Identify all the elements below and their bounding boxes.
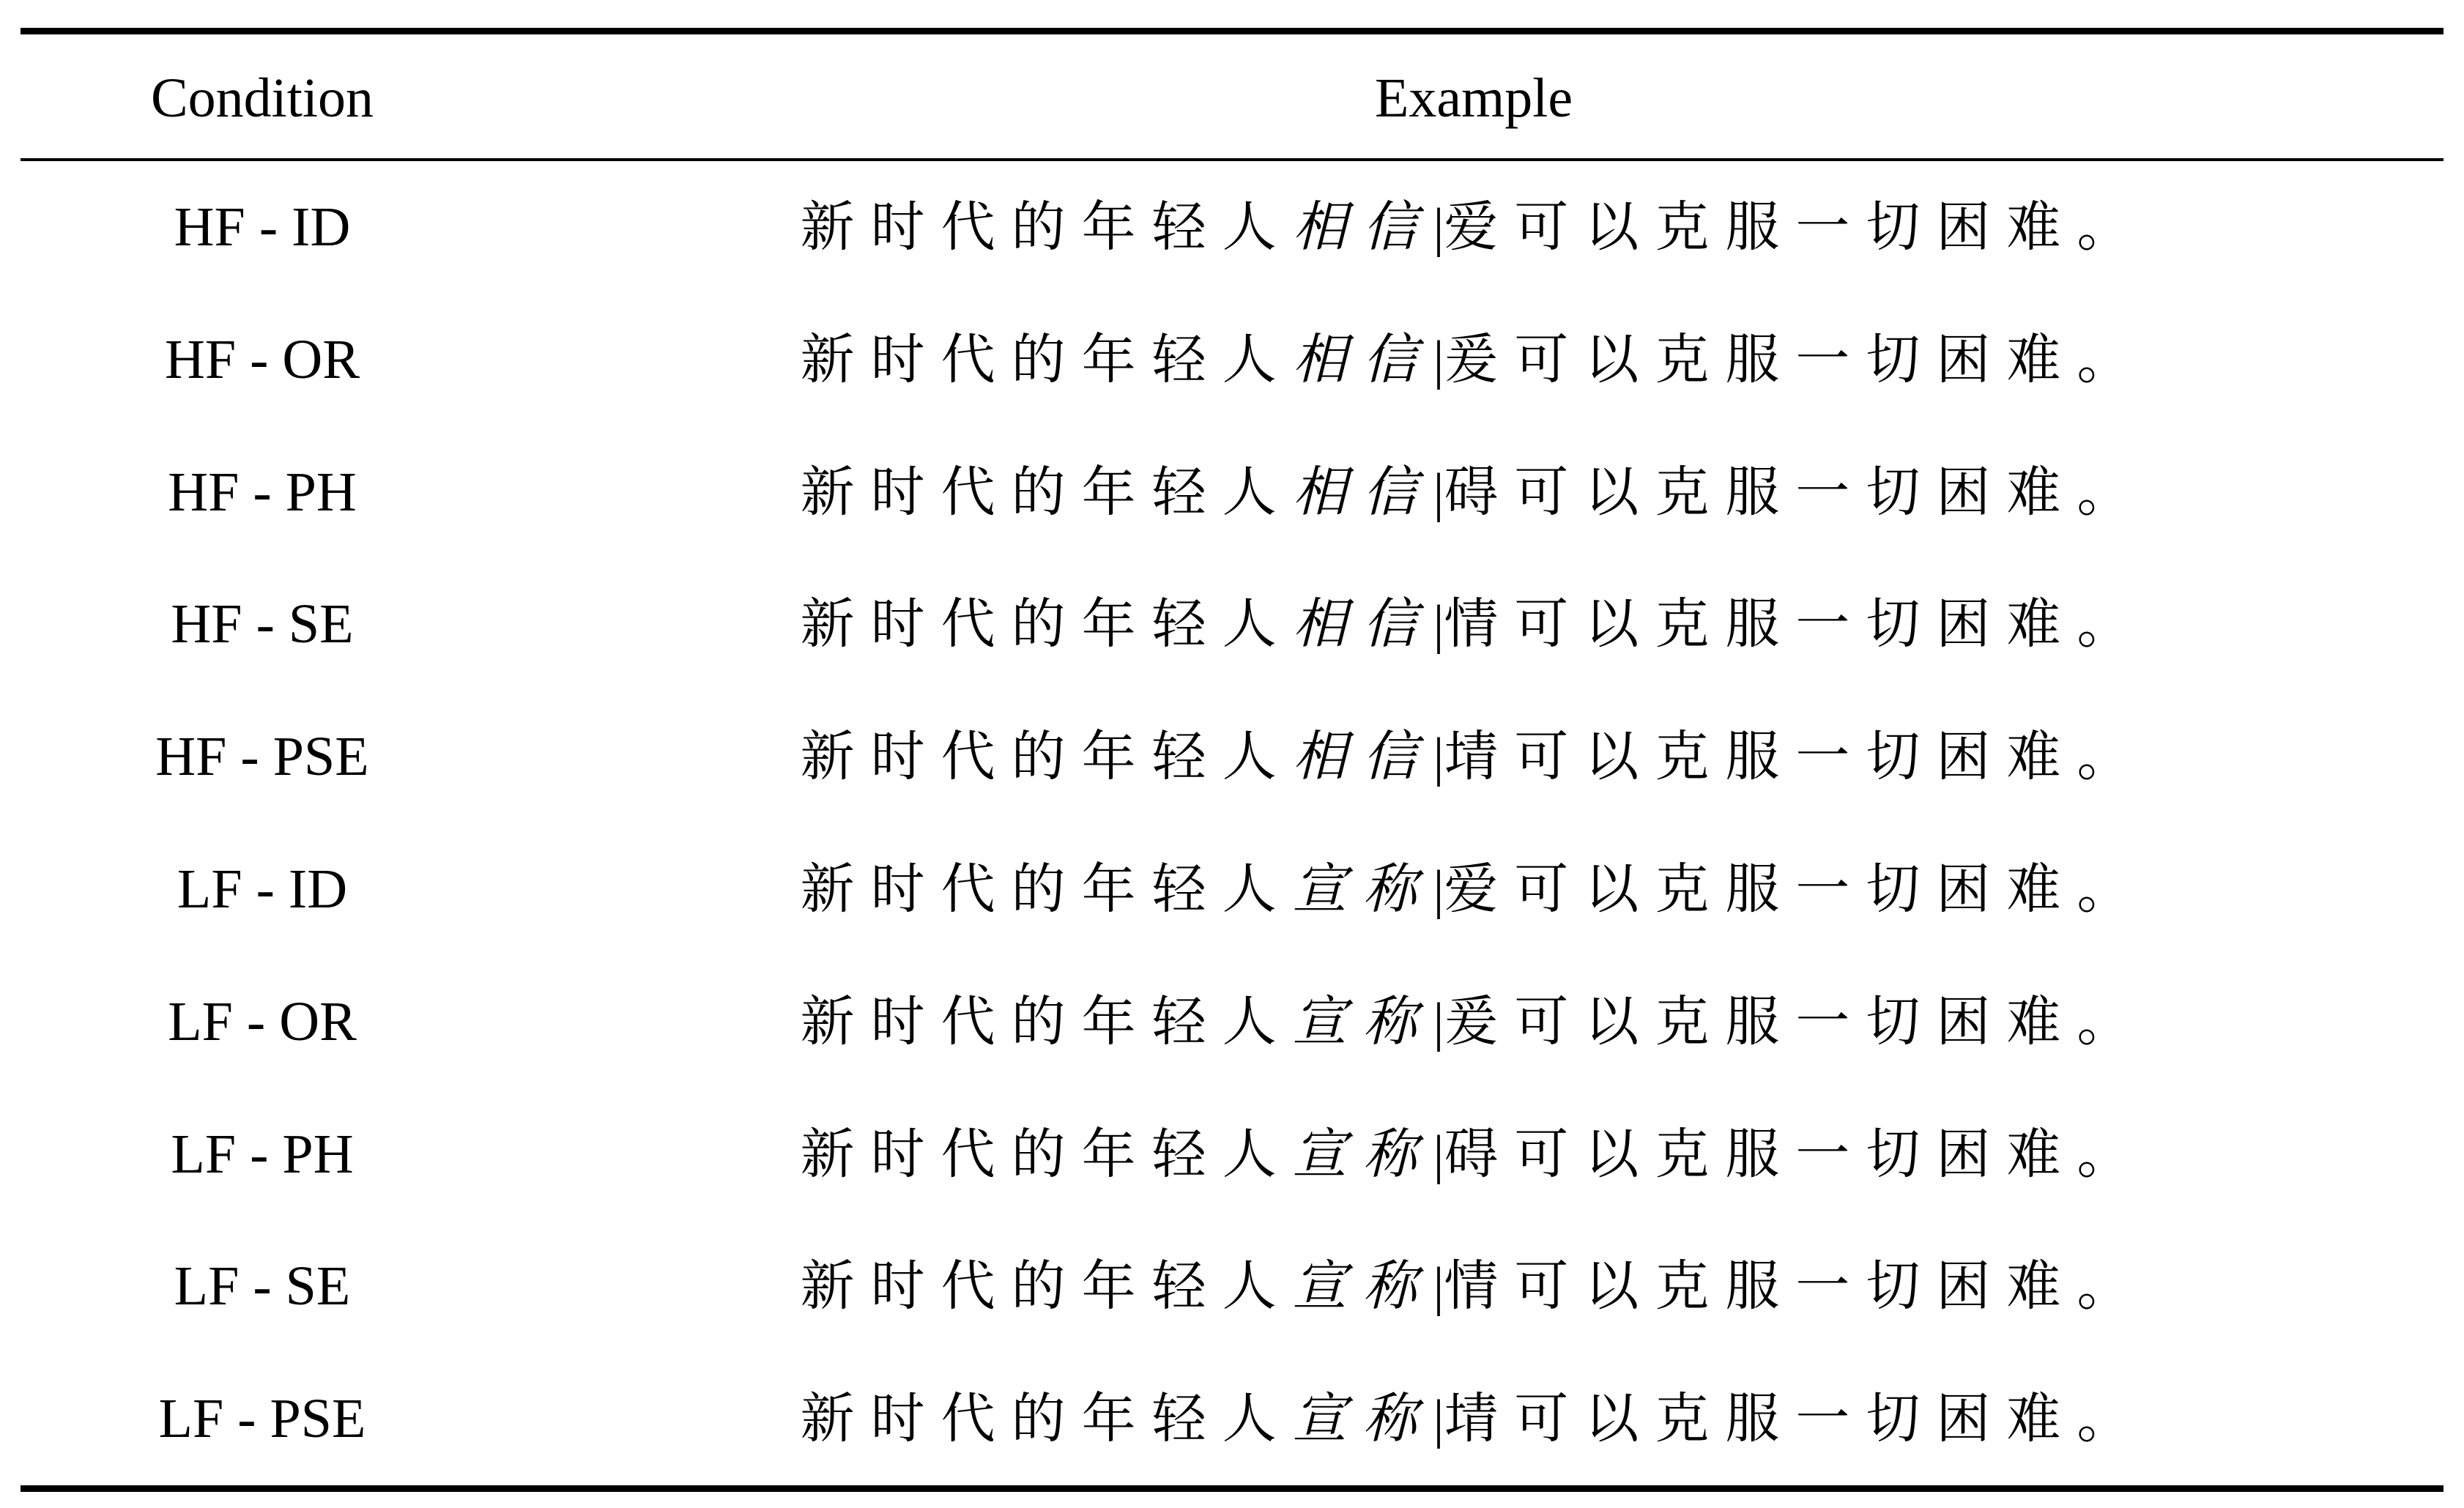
table-row (21, 956, 2443, 1088)
sentence-suffix: 可以克服一切困难。 (1514, 858, 2148, 921)
condition-cell: LF - PSE (158, 1388, 366, 1450)
target-character: 爱 (1444, 858, 1515, 921)
condition-cell: HF - PSE (155, 726, 369, 788)
table-row (21, 1088, 2443, 1221)
table-header-row (21, 34, 2443, 158)
table-body (21, 161, 2443, 1485)
target-character: 碍 (1444, 460, 1515, 524)
table-row (21, 691, 2443, 823)
example-cell (504, 190, 2443, 264)
region-separator: | (1433, 462, 1444, 523)
sentence-prefix: 新时代的年轻人 (800, 1387, 1293, 1451)
sentence-suffix: 可以克服一切困难。 (1514, 1387, 2148, 1451)
region-separator: | (1433, 1124, 1444, 1185)
example-cell (504, 1118, 2443, 1192)
condition-cell: HF - OR (164, 328, 360, 390)
example-cell (504, 720, 2443, 794)
sentence-suffix: 可以克服一切困难。 (1514, 327, 2148, 391)
condition-cell: LF - SE (174, 1255, 351, 1318)
sentence-prefix: 新时代的年轻人 (800, 725, 1293, 789)
sentence-suffix: 可以克服一切困难。 (1514, 460, 2148, 524)
sentence-suffix: 可以克服一切困难。 (1514, 593, 2148, 656)
header-example: Example (1374, 67, 1573, 129)
example-cell (504, 853, 2443, 926)
table-bottom-rule (21, 1485, 2443, 1492)
condition-cell: LF - PH (171, 1123, 354, 1185)
sentence-verb: 相信 (1292, 460, 1433, 524)
region-separator: | (1433, 595, 1444, 655)
target-character: 情 (1444, 1255, 1515, 1318)
target-character: 爰 (1444, 989, 1515, 1053)
region-separator: | (1433, 727, 1444, 788)
target-character: 情 (1444, 593, 1515, 656)
target-character: 埥 (1444, 725, 1515, 789)
sentence-verb: 宣称 (1292, 989, 1433, 1053)
table-row (21, 1220, 2443, 1353)
sentence-prefix: 新时代的年轻人 (800, 1122, 1293, 1186)
region-separator: | (1433, 198, 1444, 258)
example-cell (504, 323, 2443, 397)
region-separator: | (1433, 330, 1444, 390)
sentence-verb: 宣称 (1292, 1122, 1433, 1186)
sentence-prefix: 新时代的年轻人 (800, 989, 1293, 1053)
sentence-prefix: 新时代的年轻人 (800, 1255, 1293, 1318)
target-character: 碍 (1444, 1122, 1515, 1186)
condition-cell: LF - OR (168, 990, 357, 1052)
table-row (21, 558, 2443, 691)
table-row (21, 426, 2443, 559)
table-row (21, 1353, 2443, 1485)
sentence-verb: 相信 (1292, 327, 1433, 391)
sentence-prefix: 新时代的年轻人 (800, 858, 1293, 921)
sentence-suffix: 可以克服一切困难。 (1514, 1122, 2148, 1186)
sentence-prefix: 新时代的年轻人 (800, 460, 1293, 524)
condition-cell: LF - ID (177, 858, 348, 920)
target-character: 爰 (1444, 327, 1515, 391)
table-row (21, 823, 2443, 956)
sentence-verb: 宣称 (1292, 1387, 1433, 1451)
header-condition: Condition (150, 67, 374, 129)
sentence-suffix: 可以克服一切困难。 (1514, 1255, 2148, 1318)
sentence-verb: 相信 (1292, 725, 1433, 789)
region-separator: | (1433, 1257, 1444, 1318)
target-character: 埥 (1444, 1387, 1515, 1451)
sentence-prefix: 新时代的年轻人 (800, 327, 1293, 391)
table-top-rule (21, 28, 2443, 34)
region-separator: | (1433, 992, 1444, 1052)
target-character: 爱 (1444, 196, 1515, 259)
sentence-suffix: 可以克服一切困难。 (1514, 989, 2148, 1053)
sentence-suffix: 可以克服一切困难。 (1514, 725, 2148, 789)
sentence-prefix: 新时代的年轻人 (800, 593, 1293, 656)
example-cell (504, 985, 2443, 1059)
sentence-verb: 宣称 (1292, 858, 1433, 921)
region-separator: | (1433, 860, 1444, 920)
example-cell (504, 1249, 2443, 1323)
example-cell (504, 587, 2443, 661)
sentence-prefix: 新时代的年轻人 (800, 196, 1293, 259)
condition-cell: HF - ID (174, 196, 351, 258)
sentence-verb: 相信 (1292, 196, 1433, 259)
table-row (21, 161, 2443, 294)
region-separator: | (1433, 1389, 1444, 1450)
condition-cell: HF - PH (168, 461, 357, 523)
example-cell (504, 1382, 2443, 1456)
sentence-verb: 宣称 (1292, 1255, 1433, 1318)
sentence-suffix: 可以克服一切困难。 (1514, 196, 2148, 259)
condition-cell: HF - SE (171, 593, 354, 655)
example-cell (504, 456, 2443, 530)
sentence-verb: 相信 (1292, 593, 1433, 656)
table-row (21, 294, 2443, 426)
